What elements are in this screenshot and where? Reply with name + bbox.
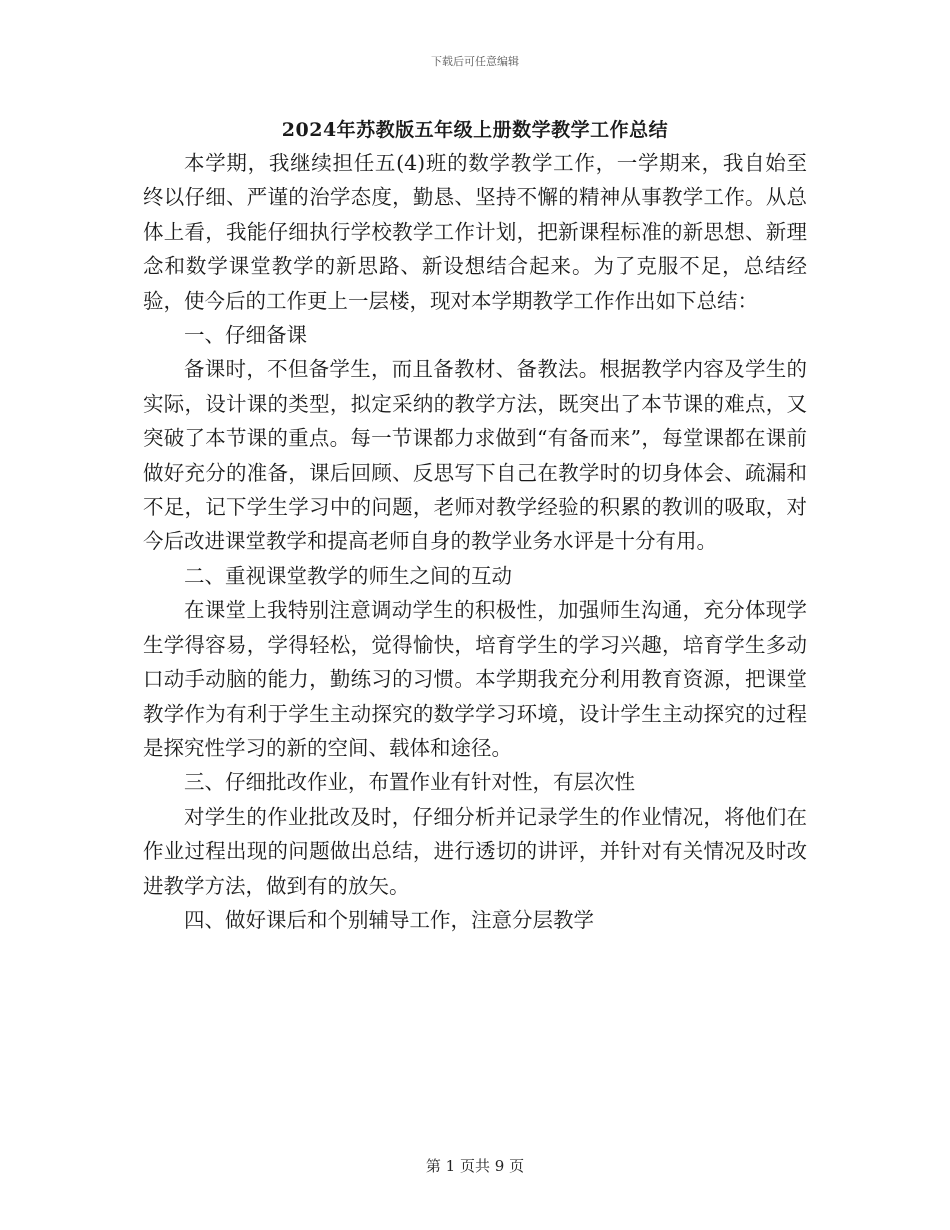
paragraph-section-3: 对学生的作业批改及时，仔细分析并记录学生的作业情况，将他们在作业过程出现的问题做出总结，进行透切的讲评，并针对有关情况及时改进教学方法，做到有的放矢。 — [143, 804, 807, 898]
section-heading-4: 四、做好课后和个别辅导工作，注意分层教学 — [184, 907, 594, 932]
page-footer: 第 1 页共 9 页 — [425, 1157, 525, 1175]
section-heading-3: 三、仔细批改作业，布置作业有针对性，有层次性 — [184, 770, 635, 795]
section-heading-1: 一、仔细备课 — [184, 323, 307, 348]
document-body — [143, 146, 807, 937]
paragraph-section-1: 备课时，不但备学生，而且备教材、备教法。根据教学内容及学生的实际，设计课的类型，拟定采纳的教学方法，既突出了本节课的难点，又突破了本节课的重点。每一节课都力求做到“有备而来”，每堂课都在课前做好充分的准备，课后回顾、反思写下自己在教学时的切身体会、疏漏和不足，记下学生学习中的问题，老师对教学经验的积累的教训的吸取，对今后改进课堂教学和提高老师自身的教学业务水评是十分有用。 — [143, 357, 807, 554]
section-heading-2: 二、重视课堂教学的师生之间的互动 — [184, 563, 512, 588]
paragraph-section-2: 在课堂上我特别注意调动学生的积极性，加强师生沟通，充分体现学生学得容易，学得轻松，觉得愉快，培育学生的学习兴趣，培育学生多动口动手动脑的能力，勤练习的习惯。本学期我充分利用教育资源，把课堂教学作为有利于学生主动探究的数学学习环境，设计学生主动探究的过程是探究性学习的新的空间、载体和途径。 — [143, 598, 807, 760]
paragraph-intro: 本学期，我继续担任五(4)班的数学教学工作，一学期来，我自始至终以仔细、严谨的治学态度，勤恳、坚持不懈的精神从事教学工作。从总体上看，我能仔细执行学校教学工作计划，把新课程标准的新思想、新理念和数学课堂教学的新思路、新设想结合起来。为了克服不足，总结经验，使今后的工作更上一层楼，现对本学期教学工作作出如下总结： — [143, 151, 807, 313]
document-title: 2024年苏教版五年级上册数学教学工作总结 — [281, 119, 669, 141]
header-note: 下载后可任意编辑 — [431, 55, 519, 68]
